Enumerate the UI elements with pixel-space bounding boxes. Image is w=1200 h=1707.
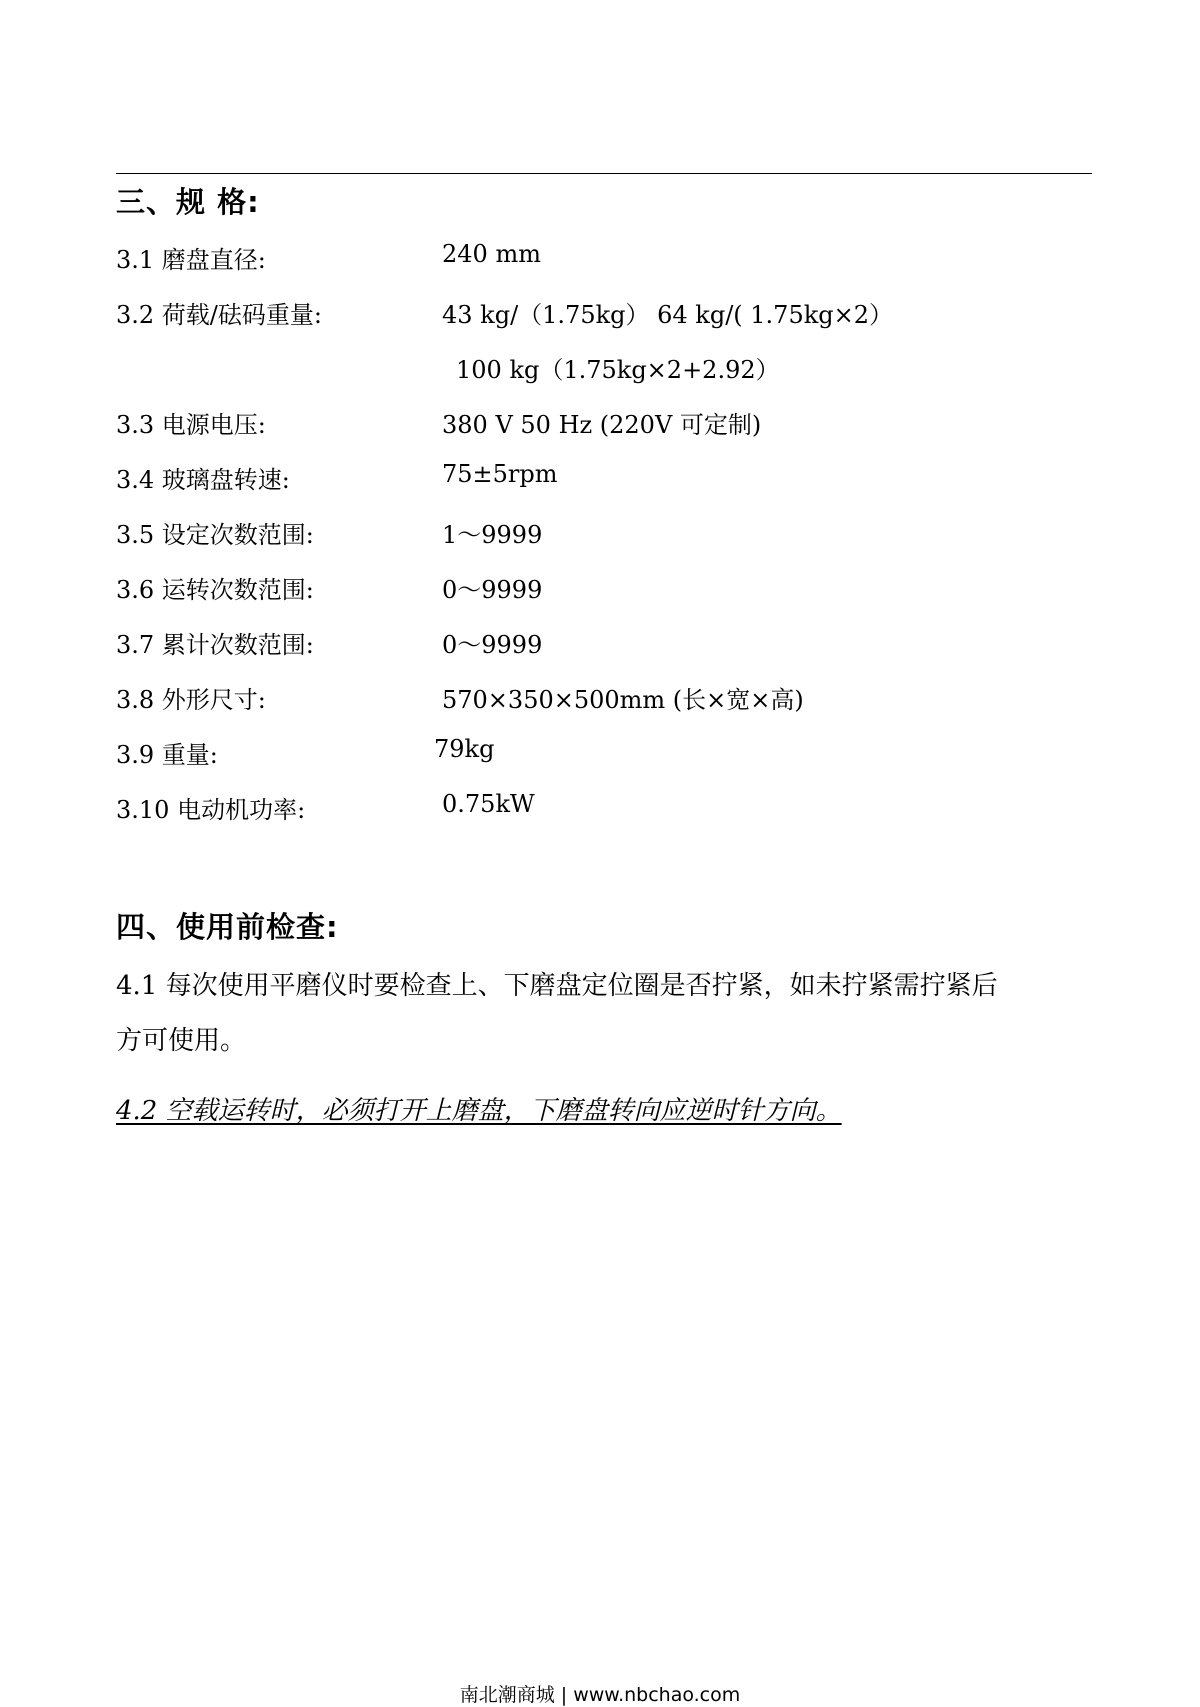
spec-label: 3.7 累计次数范围: xyxy=(116,631,314,659)
spec-label: 3.9 重量: xyxy=(116,741,218,769)
spec-value: 79kg xyxy=(434,735,495,763)
spec-value: 0～9999 xyxy=(442,576,543,604)
spec-label: 3.1 磨盘直径: xyxy=(116,246,266,274)
spec-row-run-count xyxy=(116,570,1096,606)
spec-value: 240 mm xyxy=(442,240,541,268)
spec-label: 3.4 玻璃盘转速: xyxy=(116,466,290,494)
spec-value: 570×350×500mm (长×宽×高) xyxy=(442,686,804,714)
spec-row-weight xyxy=(116,735,1096,771)
spec-row-load xyxy=(116,295,1096,331)
spec-label: 3.8 外形尺寸: xyxy=(116,686,266,714)
check-item-4-2: 4.2 空载运转时，必须打开上磨盘，下磨盘转向应逆时针方向。 xyxy=(116,1096,842,1126)
spec-row-voltage xyxy=(116,405,1096,441)
spec-row-speed xyxy=(116,460,1096,496)
footer-site-credit: 南北潮商城 | www.nbchao.com xyxy=(459,1684,741,1706)
header-rule xyxy=(116,173,1092,174)
spec-row-motor-power xyxy=(116,790,1096,826)
spec-value: 1～9999 xyxy=(442,521,543,549)
spec-label: 3.5 设定次数范围: xyxy=(116,521,314,549)
spec-value: 0.75kW xyxy=(442,790,535,818)
spec-value: 380 V 50 Hz (220V 可定制) xyxy=(442,411,762,439)
spec-row-diameter xyxy=(116,240,1096,276)
spec-label: 3.3 电源电压: xyxy=(116,411,266,439)
spec-row-set-count xyxy=(116,515,1096,551)
spec-value: 43 kg/（1.75kg） 64 kg/( 1.75kg×2） xyxy=(442,301,894,329)
spec-value: 100 kg（1.75kg×2+2.92） xyxy=(456,356,780,384)
spec-label: 3.2 荷载/砝码重量: xyxy=(116,301,322,329)
check-item-4-1-line-1: 4.1 每次使用平磨仪时要检查上、下磨盘定位圈是否拧紧，如未拧紧需拧紧后 xyxy=(116,971,998,1001)
check-item-4-1-line-2: 方可使用。 xyxy=(116,1026,247,1056)
spec-label: 3.10 电动机功率: xyxy=(116,796,306,824)
spec-label: 3.6 运转次数范围: xyxy=(116,576,314,604)
spec-row-total-count xyxy=(116,625,1096,661)
spec-value: 0～9999 xyxy=(442,631,543,659)
section-4-heading: 四、使用前检查: xyxy=(116,910,339,944)
spec-value: 75±5rpm xyxy=(442,460,558,488)
spec-row-load-continued xyxy=(116,350,1096,386)
section-3-heading: 三、规 格: xyxy=(116,185,260,219)
spec-row-dimensions xyxy=(116,680,1096,716)
